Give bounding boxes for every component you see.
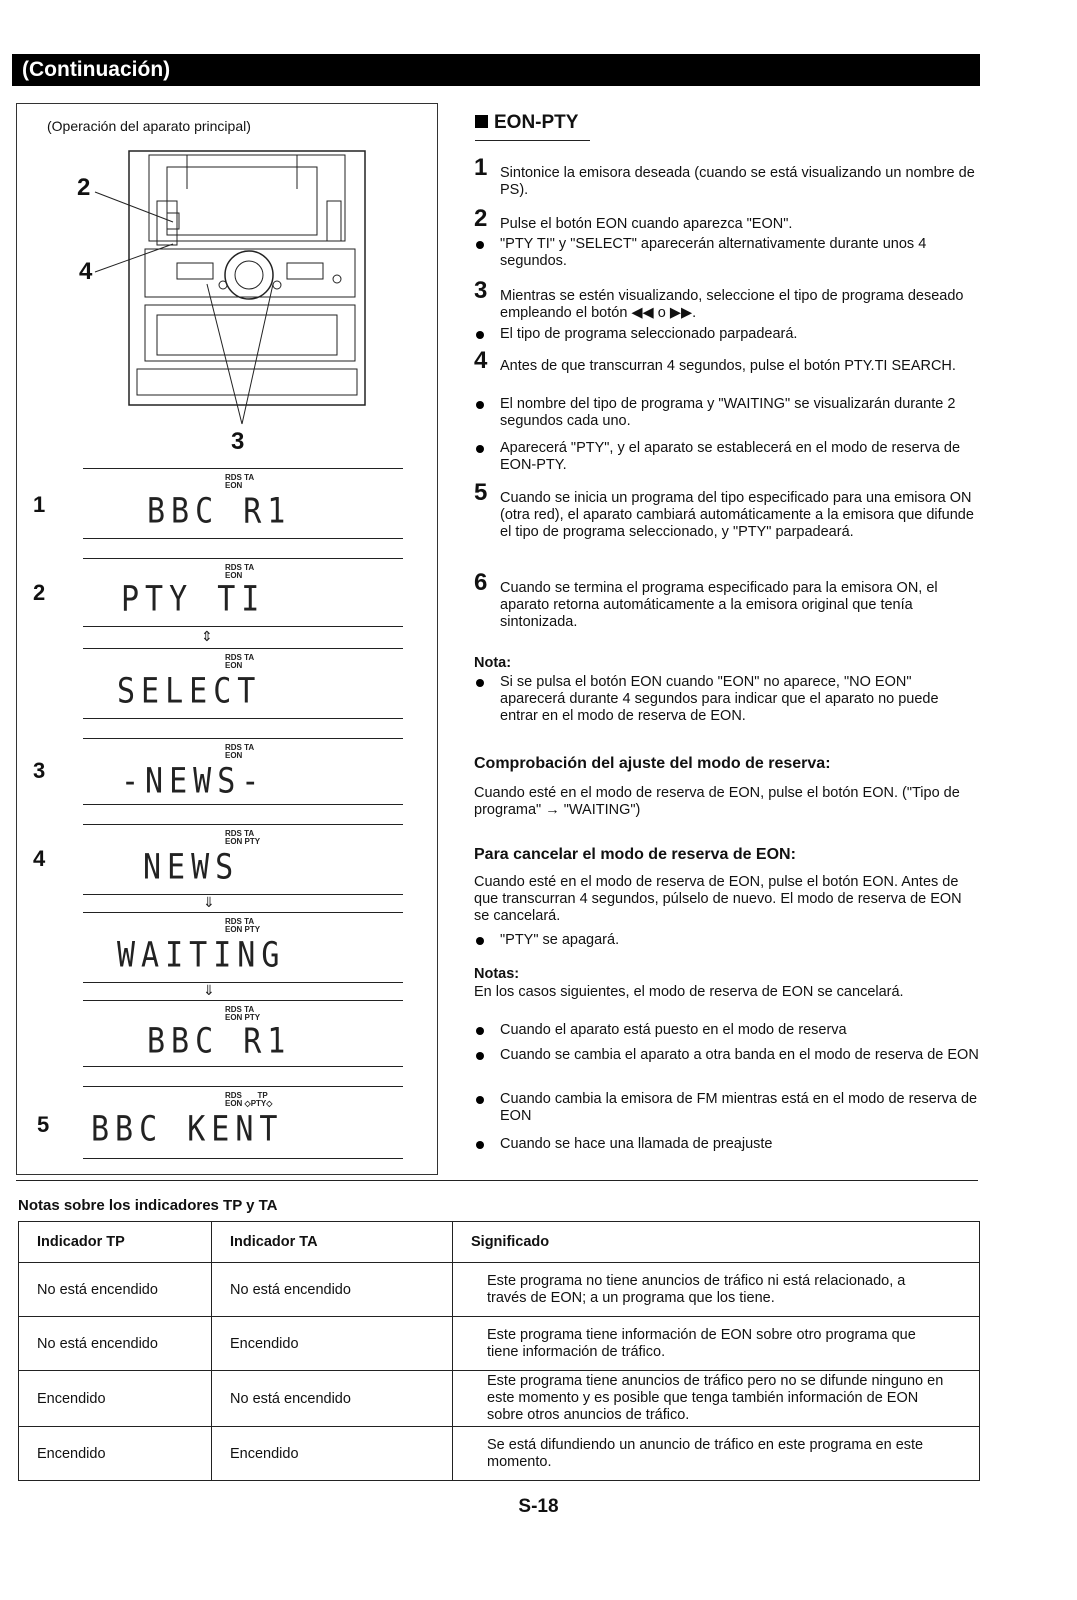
notas-item: Cuando el aparato está puesto en el modo de reserva <box>476 1022 980 1039</box>
table-caption: Notas sobre los indicadores TP y TA <box>18 1197 278 1214</box>
indicator-rds-ta-eon-pty: RDS TA EON PTY <box>225 829 261 846</box>
display-bbc-kent: BBC KENT <box>91 1109 284 1150</box>
notas-item: Cuando se cambia el aparato a otra banda en el modo de reserva de EON <box>476 1047 980 1064</box>
page-number: S-18 <box>518 1496 559 1517</box>
notas-text: En los casos siguientes, el modo de reserva de EON se cancelará. <box>474 984 904 1000</box>
nota-heading: Nota: <box>474 655 512 671</box>
cell-ta: Encendido <box>212 1427 453 1481</box>
check-reserve-text: Cuando esté en el modo de reserva de EON, pulse el botón EON. ("Tipo de programa" → "WAITING") <box>474 785 960 818</box>
callout-2: 2 <box>77 174 91 201</box>
check-reserve-heading: Comprobación del ajuste del modo de reserva: <box>474 755 831 772</box>
table-row <box>19 1427 980 1481</box>
alternate-arrow-icon: ⇕ <box>201 628 213 644</box>
display-rule <box>83 1086 403 1087</box>
notas-item: Cuando se hace una llamada de preajuste <box>476 1136 980 1153</box>
step-6: 6 Cuando se termina el programa especificado para la emisora ON, el aparato retorna automáticamente a la emisora original que tenía sintonizada. <box>474 569 938 630</box>
section-heading: EON-PTY <box>475 112 578 134</box>
callout-3: 3 <box>231 428 245 455</box>
display-rule <box>83 982 403 983</box>
display-rule <box>83 804 403 805</box>
cancel-reserve-heading: Para cancelar el modo de reserva de EON: <box>474 846 796 863</box>
display-rule <box>83 738 403 739</box>
header-title: (Continuación) <box>22 58 171 81</box>
display-rule <box>83 894 403 895</box>
bullet-step-3: El tipo de programa seleccionado parpadeará. <box>476 326 980 343</box>
display-waiting: WAITING <box>117 935 286 976</box>
display-rule <box>83 648 403 649</box>
display-rule <box>83 912 403 913</box>
step-1: 1 Sintonice la emisora deseada (cuando se está visualizando un nombre de PS). <box>474 154 975 198</box>
nota-bullet: Si se pulsa el botón EON cuando "EON" no aparece, "NO EON" aparecerá durante 4 segundos para indicar que el aparato no puede entrar en el modo de reserva de EON. <box>476 674 980 725</box>
illustration-panel <box>16 103 438 1175</box>
display-news: NEWS <box>143 847 240 888</box>
table-row <box>19 1371 980 1427</box>
bullet-step-4a: El nombre del tipo de programa y "WAITING" se visualizarán durante 2 segundos cada uno. <box>476 396 980 430</box>
heading-underline <box>475 140 590 141</box>
callout-4: 4 <box>79 258 93 285</box>
display-pty-ti: PTY TI <box>121 579 266 620</box>
indicator-rds-ta-eon: RDS TA EON <box>225 653 255 670</box>
indicator-rds-ta-eon: RDS TA EON <box>225 743 255 760</box>
step-4: 4 Antes de que transcurran 4 segundos, pulse el botón PTY.TI SEARCH. <box>474 347 956 374</box>
display-bbc-r1: BBC R1 <box>147 491 292 532</box>
display-rule <box>83 626 403 627</box>
indicator-rds-ta-eon: RDS TA EON <box>225 473 255 490</box>
cancel-reserve-text: Cuando esté en el modo de reserva de EON, pulse el botón EON. Antes de que transcurran 4 segundos, púlselo de nuevo. El modo de reserva de EON se cancelará. <box>474 874 962 924</box>
step-4-label: 4 <box>33 846 46 871</box>
cell-tp: Encendido <box>19 1427 212 1481</box>
display-rule <box>83 1000 403 1001</box>
step-2: 2 Pulse el botón EON cuando aparezca "EON". <box>474 205 793 232</box>
display-rule <box>83 558 403 559</box>
step-1-label: 1 <box>33 492 46 517</box>
bullet-step-4b: Aparecerá "PTY", y el aparato se establecerá en el modo de reserva de EON-PTY. <box>476 440 980 474</box>
step-2-label: 2 <box>33 580 46 605</box>
step-3: 3 Mientras se estén visualizando, seleccione el tipo de programa deseado empleando el botón ◀◀ o ▶▶. <box>474 277 964 321</box>
cell-meaning: Este programa tiene anuncios de tráfico pero no se difunde ninguno en este momento y es posible que tenga también información de EON sobre otros anuncios de tráfico. <box>453 1371 980 1427</box>
bullet-step-2: "PTY TI" y "SELECT" aparecerán alternativamente durante unos 4 segundos. <box>476 236 980 270</box>
display-select: SELECT <box>117 671 262 712</box>
cell-meaning: Se está difundiendo un anuncio de tráfico en este programa en este momento. <box>453 1427 980 1481</box>
header-meaning: Significado <box>453 1222 980 1263</box>
down-arrow-icon: ⇓ <box>203 894 215 910</box>
display-rule <box>83 718 403 719</box>
table-row <box>19 1263 980 1317</box>
display-news-blinking: -NEWS- <box>121 761 266 802</box>
cell-meaning: Este programa no tiene anuncios de tráfico ni está relacionado, a través de EON; a un programa que los tiene. <box>453 1263 980 1317</box>
header-tp: Indicador TP <box>19 1222 212 1263</box>
step-5-label: 5 <box>37 1112 50 1137</box>
indicator-rds-eon-pty-tp: RDS TP EON ◇PTY◇ <box>225 1091 273 1108</box>
display-rule <box>83 468 403 469</box>
cell-tp: No está encendido <box>19 1263 212 1317</box>
step-3-label: 3 <box>33 758 46 783</box>
indicator-rds-ta-eon: RDS TA EON <box>225 563 255 580</box>
display-bbc-r1: BBC R1 <box>147 1021 292 1062</box>
display-rule <box>83 538 403 539</box>
cell-ta: No está encendido <box>212 1263 453 1317</box>
display-rule <box>83 824 403 825</box>
tp-ta-table <box>18 1221 980 1481</box>
step-5: 5 Cuando se inicia un programa del tipo especificado para una emisora ON (otra red), el aparato cambiará automáticamente a la emisora que difunde el tipo de programa seleccionado, y "PTY" parpadeará. <box>474 479 974 540</box>
table-row <box>19 1317 980 1371</box>
cell-ta: Encendido <box>212 1317 453 1371</box>
down-arrow-icon: ⇓ <box>203 982 215 998</box>
cell-ta: No está encendido <box>212 1371 453 1427</box>
notas-heading: Notas: <box>474 966 520 982</box>
cell-tp: Encendido <box>19 1371 212 1427</box>
notas-item: Cuando cambia la emisora de FM mientras está en el modo de reserva de EON <box>476 1091 980 1125</box>
cancel-bullet: "PTY" se apagará. <box>476 932 980 949</box>
operation-caption: (Operación del aparato principal) <box>47 118 251 134</box>
cell-meaning: Este programa tiene información de EON sobre otro programa que tiene información de tráfico. <box>453 1317 980 1371</box>
display-rule <box>83 1066 403 1067</box>
cell-tp: No está encendido <box>19 1317 212 1371</box>
display-rule <box>83 1158 403 1159</box>
indicator-rds-ta-eon-pty: RDS TA EON PTY <box>225 917 261 934</box>
header-ta: Indicador TA <box>212 1222 453 1263</box>
section-divider <box>16 1180 978 1181</box>
indicator-rds-ta-eon-pty: RDS TA EON PTY <box>225 1005 261 1022</box>
